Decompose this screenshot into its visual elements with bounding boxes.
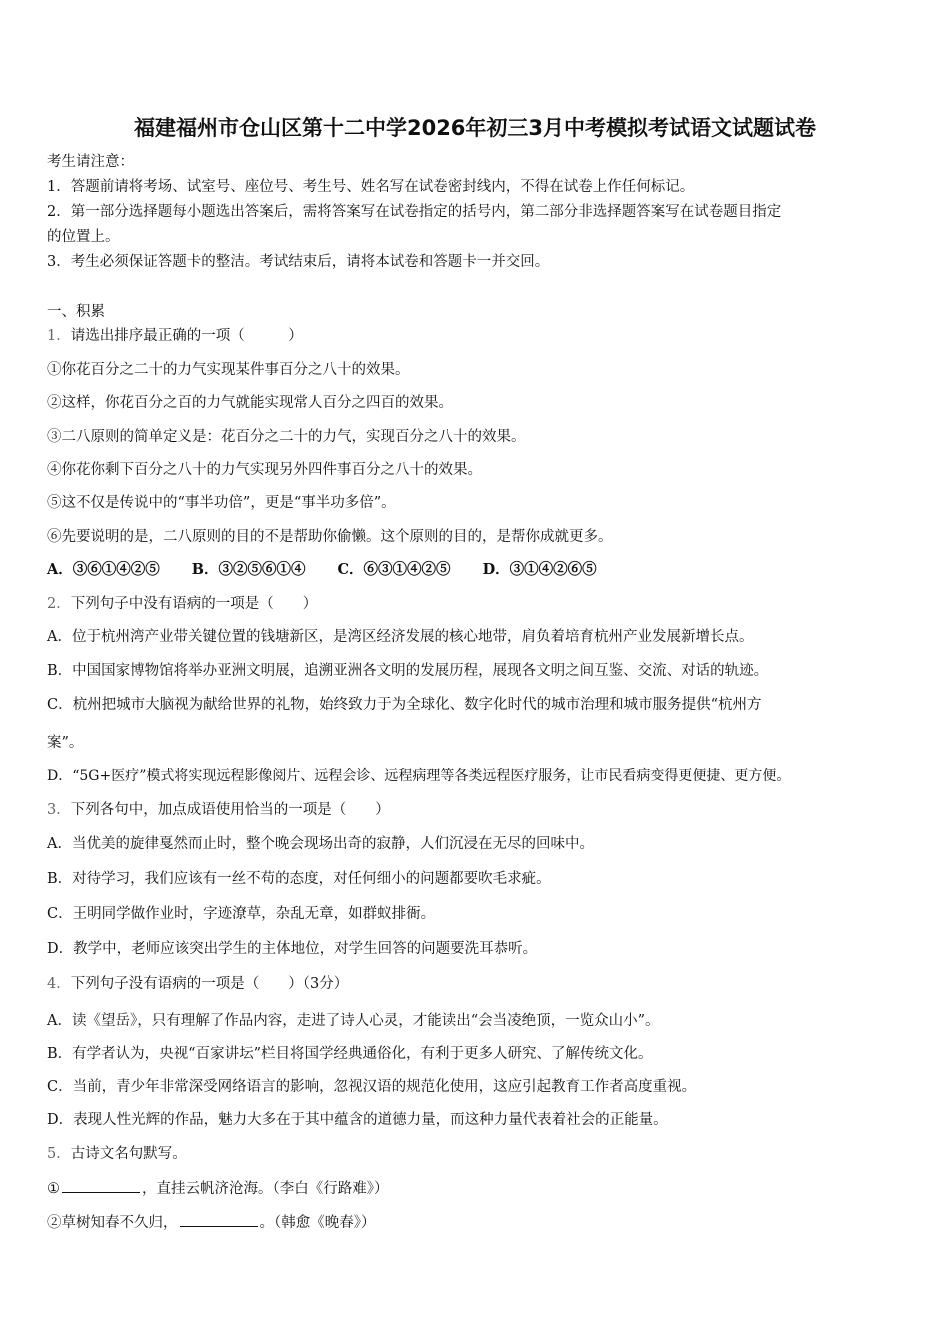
sentence-line: ①你花百分之二十的力气实现某件事百分之八十的效果。: [47, 362, 410, 378]
question-number: 5．: [47, 1146, 71, 1162]
option-a: A．读《望岳》，只有理解了作品内容，走进了诗人心灵，才能读出“会当凌绝顶，一览众山小”。: [47, 1013, 660, 1029]
fill-blank-item: [47, 1178, 389, 1199]
option-c: C．王明同学做作业时，字迹潦草，杂乱无章，如群蚁排衙。: [47, 906, 436, 922]
option-b: B．中国国家博物馆将举办亚洲文明展，追溯亚洲各文明的发展历程，展现各文明之间互鉴、交流、对话的轨迹。: [47, 663, 769, 679]
option-b: B．有学者认为，央视“百家讲坛”栏目将国学经典通俗化，有利于更多人研究、了解传统文化。: [47, 1046, 653, 1062]
notice-heading: 考生请注意：: [47, 154, 134, 170]
question-1-stem: [47, 326, 303, 346]
question-number: 2．: [47, 596, 71, 612]
option-b: B．对待学习，我们应该有一丝不苟的态度，对任何细小的问题都要吹毛求疵。: [47, 871, 551, 887]
section-heading: 一、积累: [47, 304, 105, 320]
question-stem: 下列句子没有语病的一项是（ ）（3分）: [70, 976, 349, 992]
question-number: 3．: [47, 802, 71, 818]
sentence-line: ⑥先要说明的是，二八原则的目的不是帮助你偷懒。这个原则的目的，是帮你成就更多。: [47, 529, 613, 545]
sentence-line: ②这样，你花百分之百的力气就能实现常人百分之四百的效果。: [47, 395, 453, 411]
option-c: C．⑥③①④②⑤: [337, 561, 451, 578]
sentence-line: ⑤这不仅是传说中的“事半功倍”，更是“事半功多倍”。: [47, 495, 396, 511]
notice-item: 的位置上。: [47, 229, 120, 245]
item-suffix: 。（韩愈《晚春》）: [259, 1215, 376, 1231]
answer-blank[interactable]: [180, 1212, 258, 1227]
item-prefix: ①: [47, 1181, 60, 1197]
option-c-continued: 案”。: [47, 735, 84, 751]
question-number: 1．: [47, 328, 71, 344]
question-stem: 古诗文名句默写。: [70, 1146, 187, 1162]
item-prefix: ②草树知春不久归，: [47, 1215, 178, 1231]
sentence-line: ③二八原则的简单定义是：花百分之二十的力气，实现百分之八十的效果。: [47, 429, 526, 445]
sentence-line: ④你花你剩下百分之八十的力气实现另外四件事百分之八十的效果。: [47, 462, 482, 478]
option-c: C．杭州把城市大脑视为献给世界的礼物，始终致力于为全球化、数字化时代的城市治理和城市服务提供“杭州方: [47, 697, 762, 713]
fill-blank-item: [47, 1212, 376, 1233]
question-5-stem: [47, 1144, 187, 1164]
question-2-stem: [47, 594, 317, 614]
question-4-stem: [47, 974, 348, 994]
option-a: A．当优美的旋律戛然而止时，整个晚会现场出奇的寂静，人们沉浸在无尽的回味中。: [47, 836, 594, 852]
notice-item: 1．答题前请将考场、试室号、座位号、考生号、姓名写在试卷密封线内，不得在试卷上作任何标记。: [47, 179, 695, 195]
question-3-stem: [47, 800, 390, 820]
option-a: A．③⑥①④②⑤: [47, 561, 160, 578]
option-c: C．当前，青少年非常深受网络语言的影响，忽视汉语的规范化使用，这应引起教育工作者高度重视。: [47, 1079, 697, 1095]
answer-options: [47, 560, 629, 580]
answer-blank[interactable]: [62, 1178, 140, 1193]
question-stem: 请选出排序最正确的一项（ ）: [70, 328, 303, 344]
option-a: A．位于杭州湾产业带关键位置的钱塘新区，是湾区经济发展的核心地带，肩负着培育杭州产业发展新增长点。: [47, 629, 754, 645]
notice-item: 3．考生必须保证答题卡的整洁。考试结束后，请将本试卷和答题卡一并交回。: [47, 254, 550, 270]
notice-item: 2．第一部分选择题每小题选出答案后，需将答案写在试卷指定的括号内，第二部分非选择题答案写在试卷题目指定: [47, 204, 782, 220]
option-d: D．③①④②⑥⑤: [482, 561, 597, 578]
item-suffix: ，直挂云帆济沧海。（李白《行路难》）: [142, 1181, 389, 1197]
page-title: 福建福州市仓山区第十二中学2026年初三3月中考模拟考试语文试题试卷: [133, 116, 817, 140]
question-stem: 下列句子中没有语病的一项是（ ）: [70, 596, 318, 612]
option-d: D．表现人性光辉的作品，魅力大多在于其中蕴含的道德力量，而这种力量代表着社会的正能量。: [47, 1112, 668, 1128]
option-d: D．“5G+医疗”模式将实现远程影像阅片、远程会诊、远程病理等各类远程医疗服务，让市民看病变得更便捷、更方便。: [47, 768, 791, 784]
option-d: D．教学中，老师应该突出学生的主体地位，对学生回答的问题要洗耳恭听。: [47, 941, 538, 957]
question-number: 4．: [47, 976, 71, 992]
question-stem: 下列各句中，加点成语使用恰当的一项是（ ）: [70, 802, 390, 818]
option-b: B．③②⑤⑥①④: [191, 561, 306, 578]
